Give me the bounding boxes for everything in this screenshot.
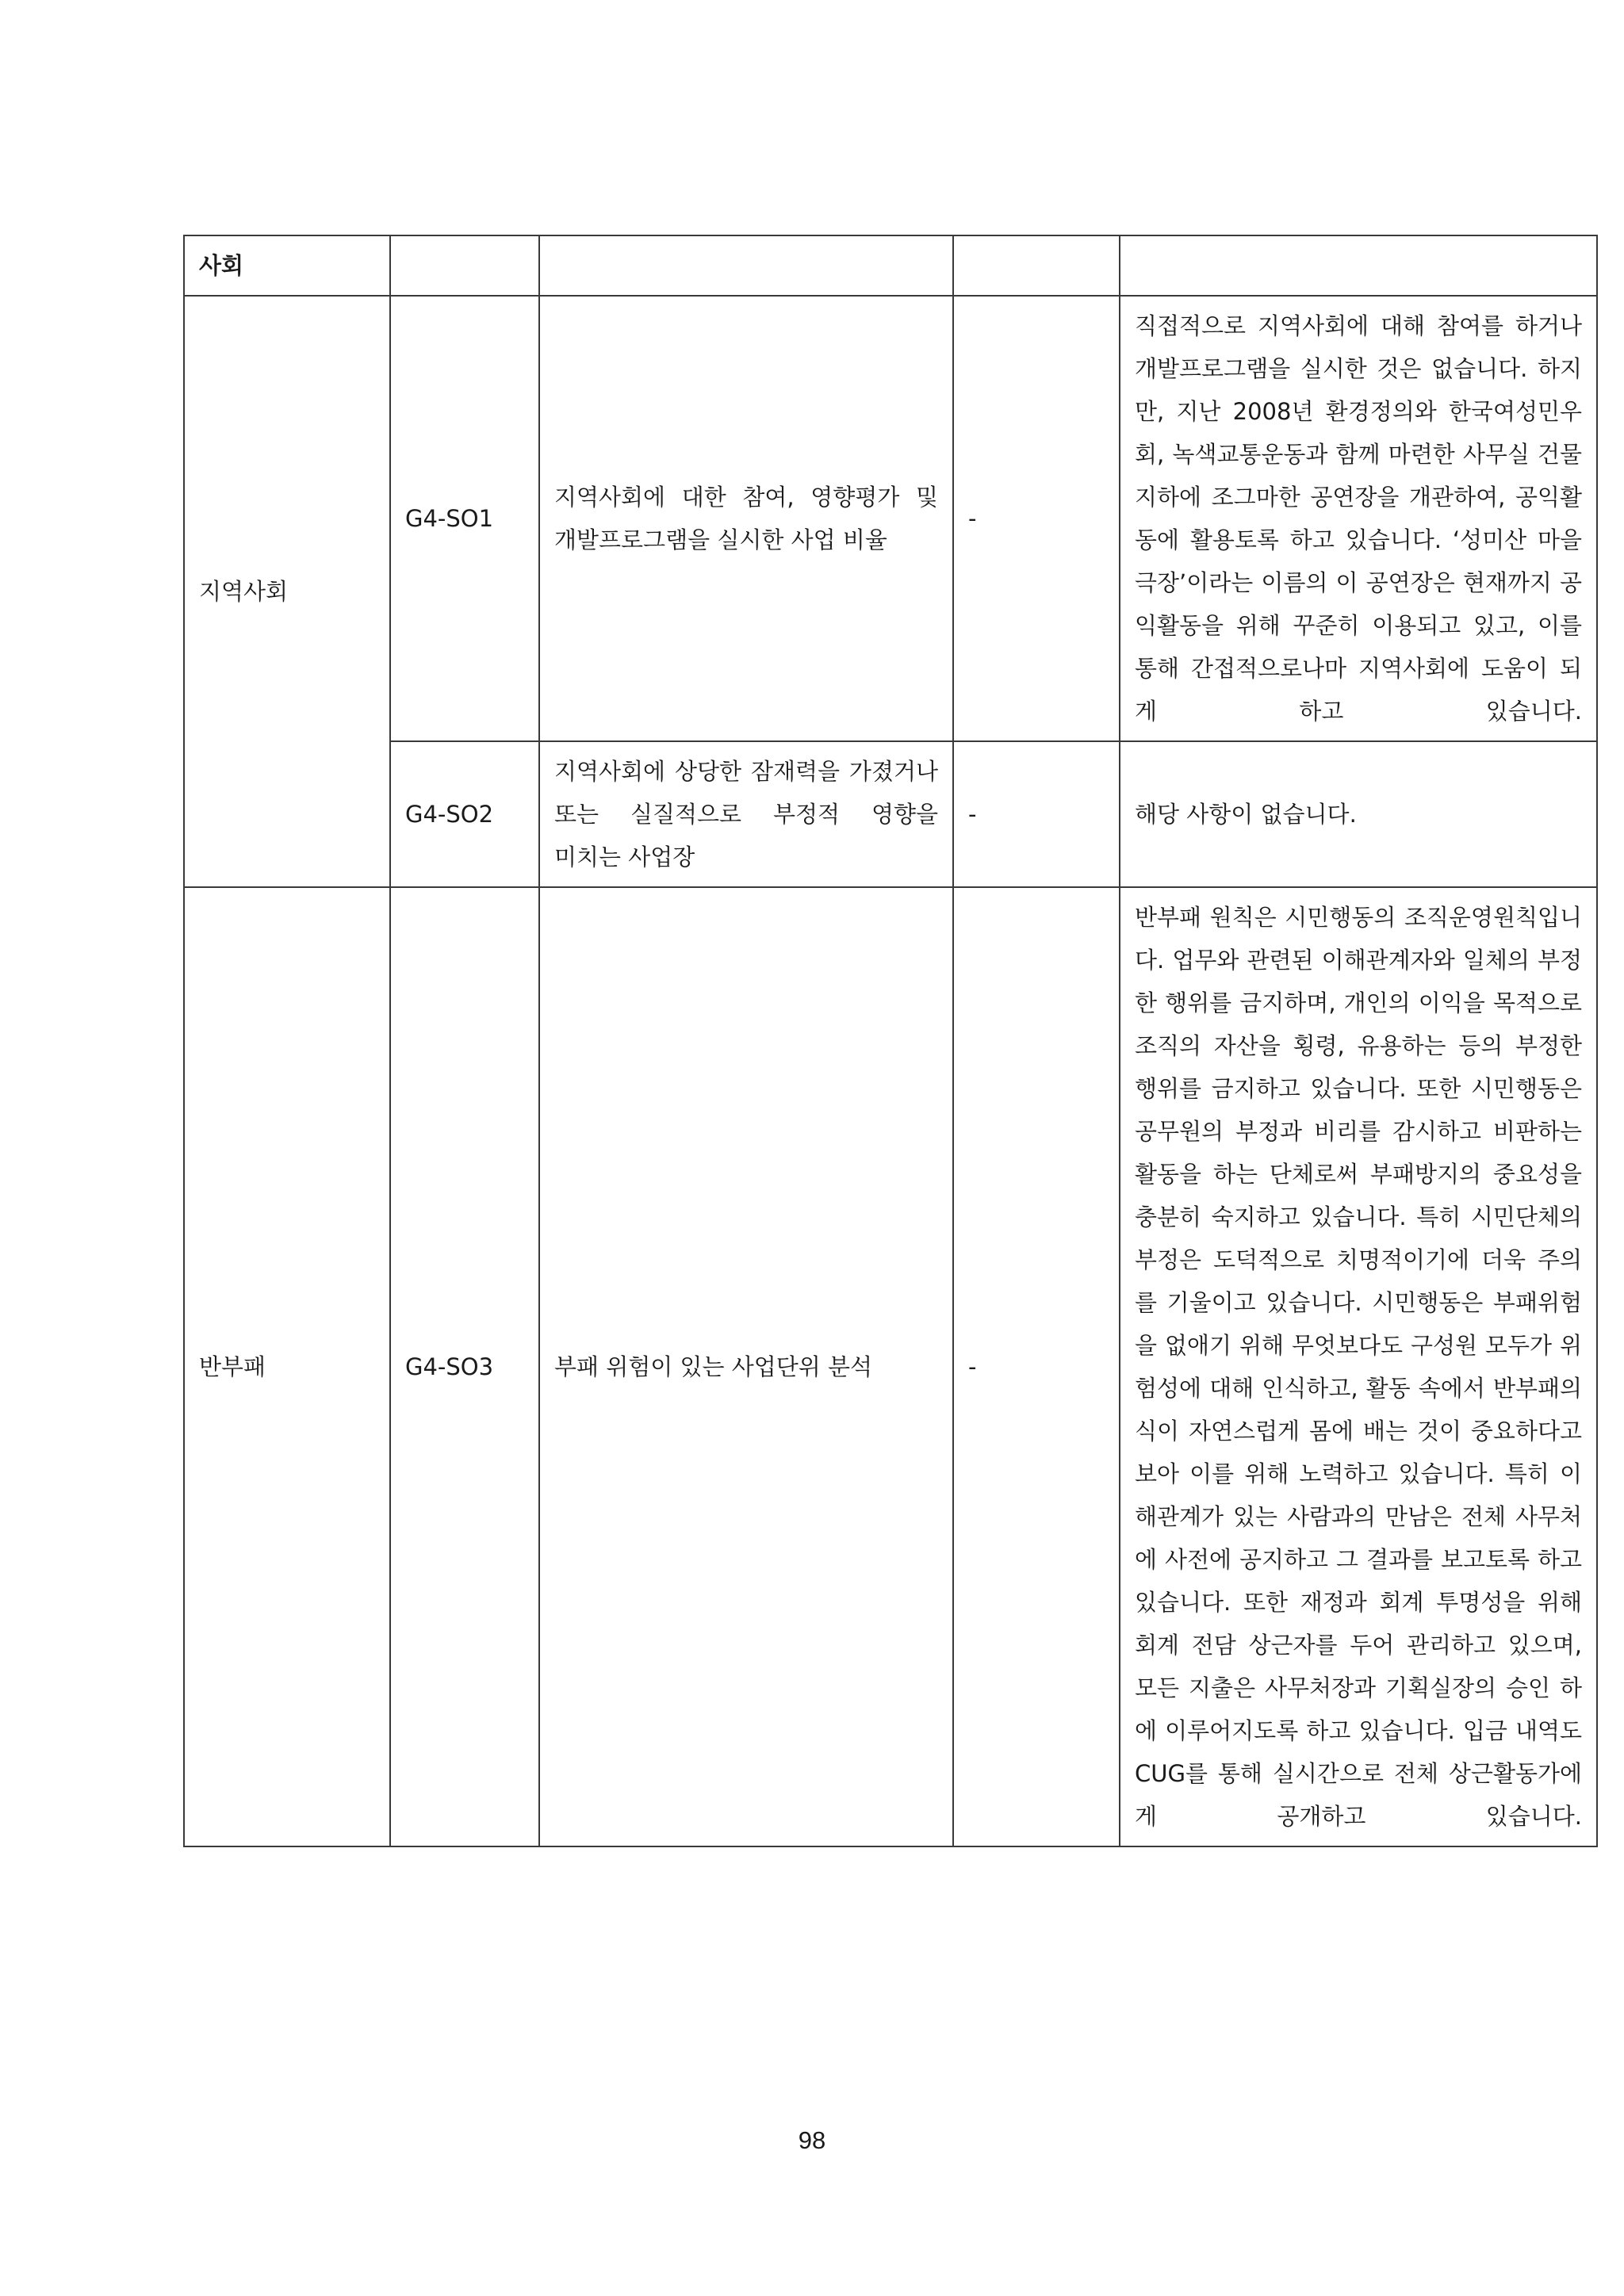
indicator-description: 지역사회에 상당한 잠재력을 가졌거나 또는 실질적으로 부정적 영향을 미치는 사업장	[539, 741, 953, 887]
section-title: 사회	[184, 235, 390, 296]
response-text: 직접적으로 지역사회에 대해 참여를 하거나 개발프로그램을 실시한 것은 없습니다. 하지만, 지난 2008년 환경정의와 한국여성민우회, 녹색교통운동과 함께 마련한 사무실 건물 지하에 조그마한 공연장을 개관하여, 공익활동에 활용토록 하고 있습니다. ‘성미산 마을 극장’이라는 이름의 이 공연장은 현재까지 공익활동을 위해 꾸준히 이용되고 있고, 이를 통해 간접적으로나마 지역사회에 도움이 되게 하고 있습니다.	[1120, 296, 1597, 741]
empty-cell	[953, 235, 1120, 296]
note-cell: -	[953, 741, 1120, 887]
page-number: 98	[798, 2126, 826, 2154]
table-row	[184, 741, 1597, 887]
gri-social-table	[183, 235, 1598, 1847]
indicator-code: G4-SO2	[390, 741, 539, 887]
empty-cell	[539, 235, 953, 296]
response-text: 해당 사항이 없습니다.	[1120, 741, 1597, 887]
table-row	[184, 296, 1597, 741]
section-header-row	[184, 235, 1597, 296]
table-row	[184, 887, 1597, 1846]
empty-cell	[390, 235, 539, 296]
category-cell: 지역사회	[184, 296, 390, 887]
indicator-code: G4-SO3	[390, 887, 539, 1846]
empty-cell	[1120, 235, 1597, 296]
indicator-code: G4-SO1	[390, 296, 539, 741]
category-cell: 반부패	[184, 887, 390, 1846]
note-cell: -	[953, 887, 1120, 1846]
response-text: 반부패 원칙은 시민행동의 조직운영원칙입니다. 업무와 관련된 이해관계자와 일체의 부정한 행위를 금지하며, 개인의 이익을 목적으로 조직의 자산을 횡령, 유용하는 등의 부정한 행위를 금지하고 있습니다. 또한 시민행동은 공무원의 부정과 비리를 감시하고 비판하는 활동을 하는 단체로써 부패방지의 중요성을 충분히 숙지하고 있습니다. 특히 시민단체의 부정은 도덕적으로 치명적이기에 더욱 주의를 기울이고 있습니다. 시민행동은 부패위험을 없애기 위해 무엇보다도 구성원 모두가 위험성에 대해 인식하고, 활동 속에서 반부패의식이 자연스럽게 몸에 배는 것이 중요하다고 보아 이를 위해 노력하고 있습니다. 특히 이해관계가 있는 사람과의 만남은 전체 사무처에 사전에 공지하고 그 결과를 보고토록 하고 있습니다. 또한 재정과 회계 투명성을 위해 회계 전담 상근자를 두어 관리하고 있으며, 모든 지출은 사무처장과 기획실장의 승인 하에 이루어지도록 하고 있습니다. 입금 내역도 CUG를 통해 실시간으로 전체 상근활동가에게 공개하고 있습니다.	[1120, 887, 1597, 1846]
indicator-description: 부패 위험이 있는 사업단위 분석	[539, 887, 953, 1846]
indicator-description: 지역사회에 대한 참여, 영향평가 및 개발프로그램을 실시한 사업 비율	[539, 296, 953, 741]
note-cell: -	[953, 296, 1120, 741]
